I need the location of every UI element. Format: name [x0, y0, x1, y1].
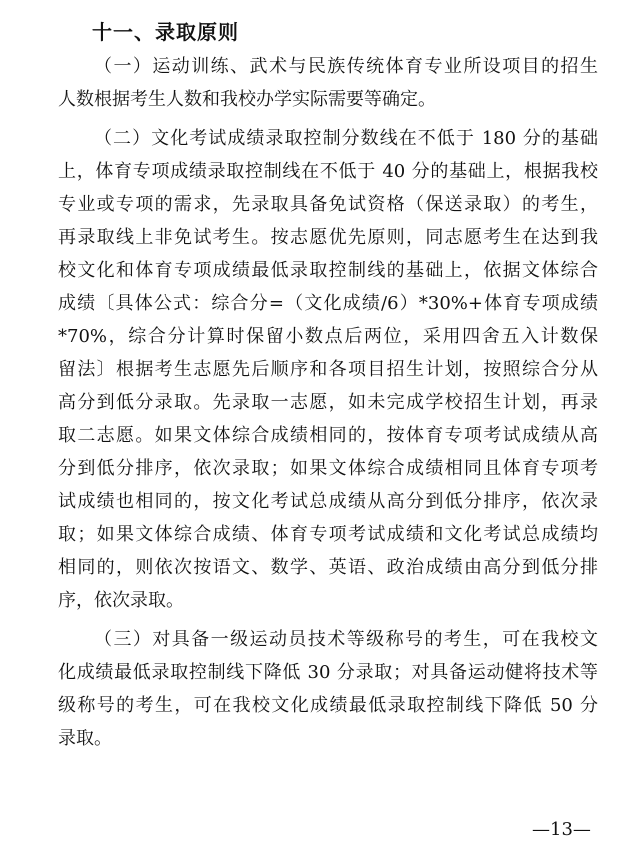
- text-line: 专业或专项的需求，先录取具备免试资格（保送录取）的考生，: [58, 194, 598, 215]
- text-line: 高分到低分录取。先录取一志愿，如未完成学校招生计划，再录: [58, 392, 598, 413]
- section-heading: 十一、录取原则: [92, 20, 239, 44]
- text-line: 化成绩最低录取控制线下降低 30 分录取；对具备运动健将技术等: [58, 662, 598, 683]
- text-line: 再录取线上非免试考生。按志愿优先原则，同志愿考生在达到我: [58, 227, 598, 248]
- text-line: 级称号的考生，可在我校文化成绩最低录取控制线下降低 50 分: [58, 695, 598, 716]
- text-line: *70%，综合分计算时保留小数点后两位，采用四舍五入计数保: [58, 326, 598, 347]
- text-line: 人数根据考生人数和我校办学实际需要等确定。: [58, 89, 436, 110]
- text-line: 录取。: [58, 728, 112, 749]
- text-line: （二）文化考试成绩录取控制分数线在不低于 180 分的基础: [94, 128, 598, 149]
- text-line: （三）对具备一级运动员技术等级称号的考生，可在我校文: [94, 629, 598, 650]
- body-text: [58, 50, 598, 755]
- text-line: 校文化和体育专项成绩最低录取控制线的基础上，依据文体综合: [58, 260, 598, 281]
- page-number: —13—: [532, 819, 591, 840]
- paragraph-3: [58, 623, 598, 755]
- text-line: 序，依次录取。: [58, 590, 184, 611]
- text-line: 取；如果文体综合成绩、体育专项考试成绩和文化考试总成绩均: [58, 524, 598, 545]
- text-line: （一）运动训练、武术与民族传统体育专业所设项目的招生: [94, 56, 598, 77]
- paragraph-1: [58, 50, 598, 116]
- text-line: 成绩〔具体公式：综合分=（文化成绩/6）*30%+体育专项成绩: [58, 293, 598, 314]
- text-line: 试成绩也相同的，按文化考试总成绩从高分到低分排序，依次录: [58, 491, 598, 512]
- text-line: 分到低分排序，依次录取；如果文体综合成绩相同且体育专项考: [58, 458, 598, 479]
- text-line: 留法〕根据考生志愿先后顺序和各项目招生计划，按照综合分从: [58, 359, 598, 380]
- paragraph-2: [58, 122, 598, 617]
- text-line: 上，体育专项成绩录取控制线在不低于 40 分的基础上，根据我校: [58, 161, 598, 182]
- text-line: 取二志愿。如果文体综合成绩相同的，按体育专项考试成绩从高: [58, 425, 598, 446]
- text-line: 相同的，则依次按语文、数学、英语、政治成绩由高分到低分排: [58, 557, 598, 578]
